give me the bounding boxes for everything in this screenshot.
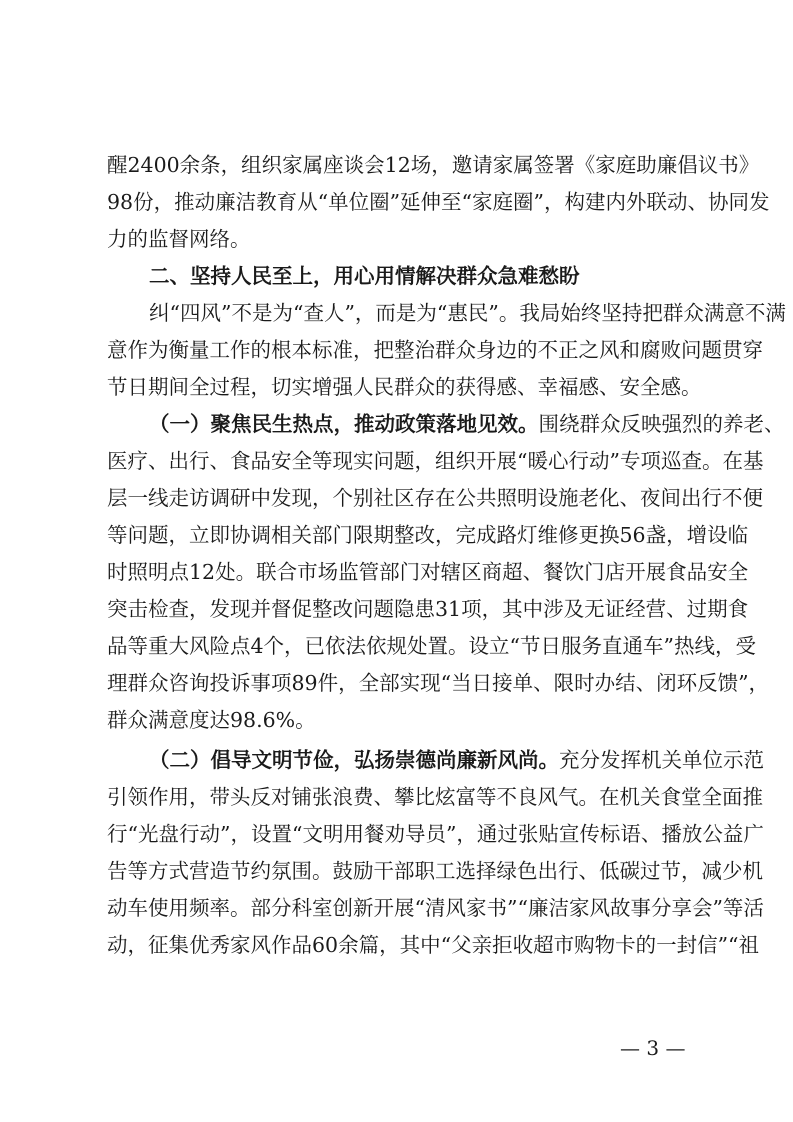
body-line: 动车使用频率。部分科室创新开展“清风家书”“廉洁家风故事分享会”等活 xyxy=(107,896,764,920)
body-line: 节日期间全过程，切实增强人民群众的获得感、幸福感、安全感。 xyxy=(107,375,702,399)
body-line: 力的监督网络。 xyxy=(107,227,251,251)
body-line: 医疗、出行、食品安全等现实问题，组织开展“暖心行动”专项巡查。在基 xyxy=(107,449,764,473)
section-heading: 二、坚持人民至上，用心用情解决群众急难愁盼 xyxy=(149,264,580,288)
body-line: 醒2400余条，组织家属座谈会12场，邀请家属签署《家庭助廉倡议书》 xyxy=(107,153,760,177)
body-line: 动，征集优秀家风作品60余篇，其中“父亲拒收超市购物卡的一封信”“祖 xyxy=(107,933,760,957)
subsection-title: （二）倡导文明节俭，弘扬崇德尚廉新风尚。 xyxy=(149,748,559,772)
body-line: 层一线走访调研中发现，个别社区存在公共照明设施老化、夜间出行不便 xyxy=(107,486,763,510)
body-line: 引领作用，带头反对铺张浪费、攀比炫富等不良风气。在机关食堂全面推 xyxy=(107,785,763,809)
body-text: 充分发挥机关单位示范 xyxy=(559,748,764,772)
body-text: 围绕群众反映强烈的养老、 xyxy=(538,412,785,436)
body-line: 时照明点12处。联合市场监管部门对辖区商超、餐饮门店开展食品安全 xyxy=(107,560,749,584)
body-line: 行“光盘行动”，设置“文明用餐劝导员”，通过张贴宣传标语、播放公益广 xyxy=(107,822,764,846)
page-number: — 3 — xyxy=(620,1036,686,1060)
subsection-line xyxy=(149,409,785,439)
body-line: 突击检查，发现并督促整改问题隐患31项，其中涉及无证经营、过期食 xyxy=(107,597,749,621)
body-line: 98份，推动廉洁教育从“单位圈”延伸至“家庭圈”，构建内外联动、协同发 xyxy=(107,190,770,214)
subsection-title: （一）聚焦民生热点，推动政策落地见效。 xyxy=(149,412,539,436)
body-line: 告等方式营造节约氛围。鼓励干部职工选择绿色出行、低碳过节，减少机 xyxy=(107,859,763,883)
body-line: 群众满意度达98.6%。 xyxy=(107,708,316,732)
body-line: 纠“四风”不是为“查人”，而是为“惠民”。我局始终坚持把群众满意不满 xyxy=(149,301,786,325)
body-line: 品等重大风险点4个，已依法依规处置。设立“节日服务直通车”热线，受 xyxy=(107,634,757,658)
body-line: 意作为衡量工作的根本标准，把整治群众身边的不正之风和腐败问题贯穿 xyxy=(107,338,763,362)
subsection-line xyxy=(149,745,764,775)
body-line: 等问题，立即协调相关部门限期整改，完成路灯维修更换56盏，增设临 xyxy=(107,523,749,547)
body-line: 理群众咨询投诉事项89件，全部实现“当日接单、限时办结、闭环反馈”， xyxy=(107,671,770,695)
